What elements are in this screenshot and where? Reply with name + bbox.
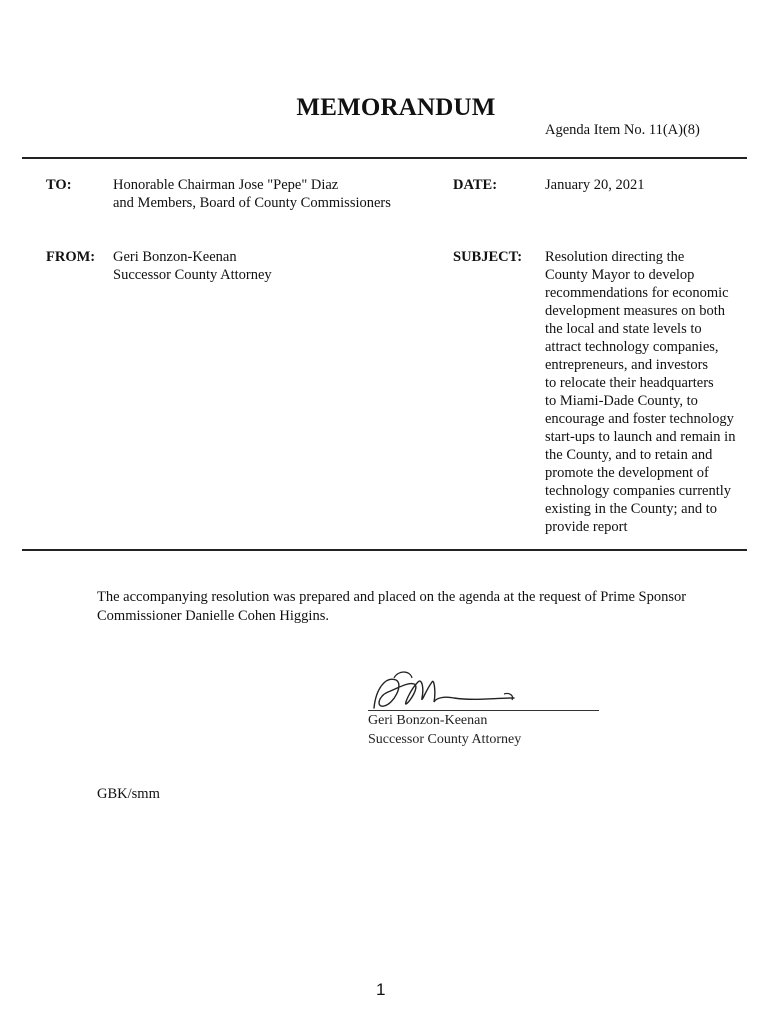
to-recipient: [113, 176, 391, 212]
top-divider: [22, 157, 747, 159]
body-line-2: Commissioner Danielle Cohen Higgins.: [97, 608, 329, 624]
signature-block: [368, 712, 521, 749]
subject-line: attract technology companies,: [545, 339, 719, 355]
subject-line: recommendations for economic: [545, 285, 729, 301]
subject-line: existing in the County; and to: [545, 501, 717, 517]
subject-line: the County, and to retain and: [545, 447, 713, 463]
signature-line: [368, 710, 599, 711]
subject-line: to Miami-Dade County, to: [545, 393, 698, 409]
subject-line: provide report: [545, 519, 628, 535]
subject-line: start-ups to launch and remain in: [545, 429, 736, 445]
signature-name: Geri Bonzon-Keenan: [368, 713, 488, 728]
from-label: FROM:: [46, 249, 96, 265]
subject-line: technology companies currently: [545, 483, 732, 499]
date-value: January 20, 2021: [545, 177, 645, 193]
from-line-1: Geri Bonzon-Keenan: [113, 249, 237, 265]
agenda-item-number: Agenda Item No. 11(A)(8): [545, 122, 700, 138]
from-line-2: Successor County Attorney: [113, 267, 272, 283]
to-label: TO:: [46, 177, 72, 193]
to-line-1: Honorable Chairman Jose "Pepe" Diaz: [113, 177, 339, 193]
from-sender: [113, 248, 272, 284]
subject-line: Resolution directing the: [545, 249, 685, 265]
bottom-divider: [22, 549, 747, 551]
subject-line: encourage and foster technology: [545, 411, 734, 427]
page-number: 1: [376, 980, 386, 999]
signature-title: Successor County Attorney: [368, 731, 522, 747]
subject-line: entrepreneurs, and investors: [545, 357, 709, 373]
date-label: DATE:: [453, 177, 498, 193]
subject-line: County Mayor to develop: [545, 267, 695, 283]
subject-text: [545, 248, 750, 536]
subject-label: SUBJECT:: [453, 249, 523, 265]
subject-line: development measures on both: [545, 303, 725, 319]
to-line-2: and Members, Board of County Commissioners: [113, 195, 391, 211]
subject-line: to relocate their headquarters: [545, 375, 714, 391]
typist-initials: GBK/smm: [97, 786, 160, 802]
memo-body: [97, 588, 737, 626]
subject-line: promote the development of: [545, 465, 709, 481]
subject-line: the local and state levels to: [545, 321, 702, 337]
body-line-1: The accompanying resolution was prepared and placed on the agenda at the request of Prime Sponsor: [97, 589, 687, 605]
memo-title: MEMORANDUM: [296, 94, 496, 121]
